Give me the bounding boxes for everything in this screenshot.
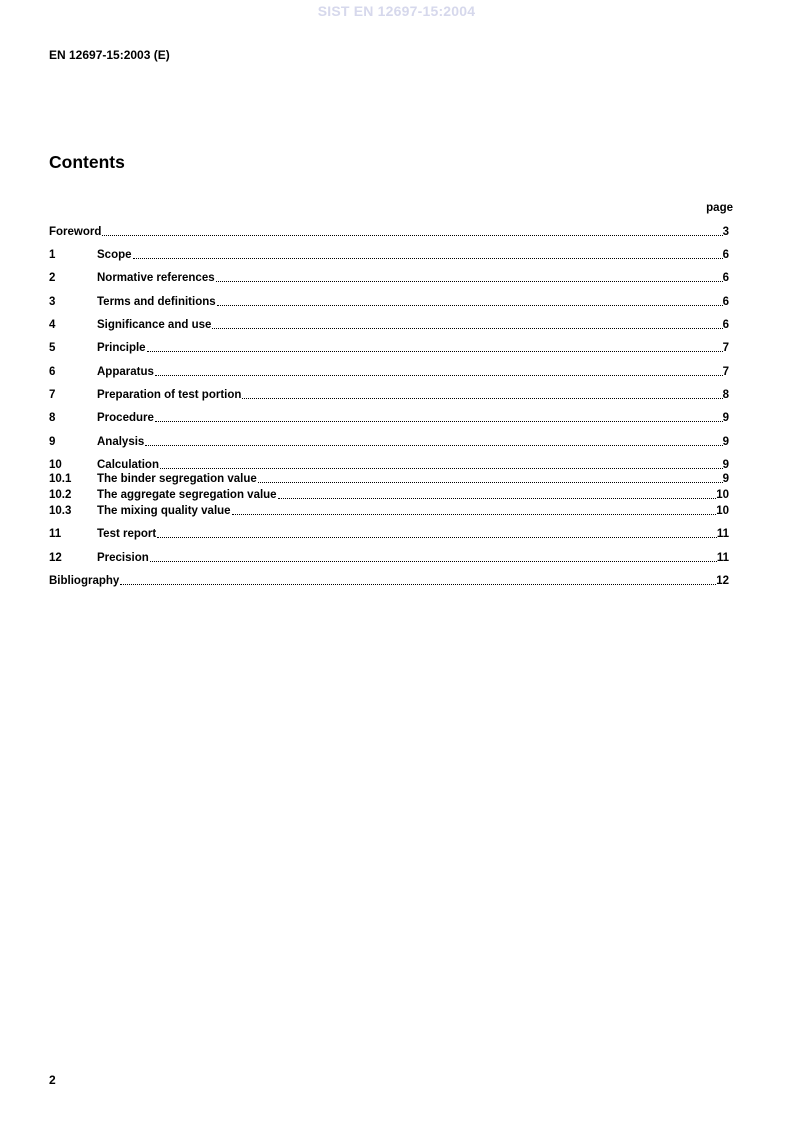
toc-entry-title: Calculation (97, 459, 159, 471)
toc-entry-number: 7 (49, 389, 56, 401)
toc-entry-page: 9 (722, 459, 729, 471)
toc-entry-number: 10.3 (49, 505, 72, 517)
toc-entry-title: Terms and definitions (97, 296, 216, 308)
toc-entry-page: 7 (722, 366, 729, 378)
dot-leader (120, 575, 716, 585)
toc-entry-page: 10 (716, 505, 729, 517)
page-title: Contents (49, 152, 125, 172)
toc-entry-foreword[interactable] (49, 226, 729, 239)
toc-entry-page: 11 (716, 528, 729, 540)
toc-entry-procedure[interactable] (49, 412, 729, 425)
toc-entry-number: 12 (49, 552, 62, 564)
toc-entry-title: Bibliography (49, 575, 120, 587)
dot-leader (258, 473, 723, 483)
toc-entry-number: 3 (49, 296, 56, 308)
dot-leader (212, 319, 722, 329)
watermark: SIST EN 12697-15:2004 (317, 3, 476, 19)
toc-entry-aggregate-segregation-value[interactable] (49, 489, 729, 502)
toc-entry-binder-segregation-value[interactable] (49, 473, 729, 486)
dot-leader (147, 342, 723, 352)
dot-leader (145, 436, 722, 446)
toc-entry-number: 9 (49, 436, 56, 448)
toc-entry-page: 8 (722, 389, 729, 401)
toc-entry-number: 10 (49, 459, 62, 471)
toc-entry-title: Preparation of test portion (97, 389, 242, 401)
toc-entry-page: 9 (722, 473, 729, 485)
toc-entry-title: Foreword (49, 226, 102, 238)
dot-leader (217, 296, 723, 306)
toc-entry-analysis[interactable] (49, 436, 729, 449)
toc-entry-page: 11 (716, 552, 729, 564)
toc-entry-title: Precision (97, 552, 149, 564)
toc-entry-number: 11 (49, 528, 62, 540)
toc-entry-title: Procedure (97, 412, 154, 424)
toc-entry-number: 8 (49, 412, 56, 424)
page-number: 2 (49, 1073, 56, 1087)
document-identifier: EN 12697-15:2003 (E) (49, 48, 170, 62)
dot-leader (160, 459, 723, 469)
dot-leader (157, 528, 717, 538)
toc-entry-title: Scope (97, 249, 132, 261)
toc-entry-title: Normative references (97, 272, 215, 284)
toc-entry-apparatus[interactable] (49, 366, 729, 379)
toc-entry-scope[interactable] (49, 249, 729, 262)
toc-entry-page: 9 (722, 436, 729, 448)
toc-entry-mixing-quality-value[interactable] (49, 505, 729, 518)
toc-entry-number: 6 (49, 366, 56, 378)
toc-entry-principle[interactable] (49, 342, 729, 355)
toc-entry-calculation[interactable] (49, 459, 729, 472)
toc-entry-test-report[interactable] (49, 528, 729, 541)
toc-entry-number: 10.1 (49, 473, 72, 485)
toc-entry-page: 6 (722, 296, 729, 308)
dot-leader (216, 272, 723, 282)
toc-entry-title: Analysis (97, 436, 145, 448)
toc-entry-page: 9 (722, 412, 729, 424)
toc-entry-title: Significance and use (97, 319, 212, 331)
dot-leader (155, 366, 723, 376)
toc-entry-page: 10 (716, 489, 729, 501)
toc-entry-preparation-of-test-portion[interactable] (49, 389, 729, 402)
dot-leader (232, 505, 717, 515)
toc-entry-title: The mixing quality value (97, 505, 231, 517)
toc-entry-significance-and-use[interactable] (49, 319, 729, 332)
toc-entry-number: 5 (49, 342, 56, 354)
dot-leader (242, 389, 722, 399)
dot-leader (150, 552, 717, 562)
dot-leader (133, 249, 723, 259)
toc-entry-page: 6 (722, 249, 729, 261)
toc-entry-number: 10.2 (49, 489, 72, 501)
toc-entry-page: 6 (722, 319, 729, 331)
toc-entry-title: Apparatus (97, 366, 154, 378)
toc-entry-precision[interactable] (49, 552, 729, 565)
toc-entry-page: 12 (716, 575, 729, 587)
toc-entry-title: Principle (97, 342, 146, 354)
dot-leader (102, 226, 722, 236)
toc-entry-normative-references[interactable] (49, 272, 729, 285)
toc-entry-page: 6 (722, 272, 729, 284)
toc-entry-number: 2 (49, 272, 56, 284)
toc-entry-bibliography[interactable] (49, 575, 729, 588)
page-column-label: page (706, 202, 733, 214)
toc-entry-number: 1 (49, 249, 56, 261)
toc-entry-title: The aggregate segregation value (97, 489, 277, 501)
toc-entry-title: Test report (97, 528, 157, 540)
toc-entry-page: 7 (722, 342, 729, 354)
dot-leader (278, 489, 717, 499)
toc-entry-terms-and-definitions[interactable] (49, 296, 729, 309)
toc-entry-number: 4 (49, 319, 56, 331)
dot-leader (155, 412, 723, 422)
toc-entry-page: 3 (722, 226, 729, 238)
toc-entry-title: The binder segregation value (97, 473, 257, 485)
